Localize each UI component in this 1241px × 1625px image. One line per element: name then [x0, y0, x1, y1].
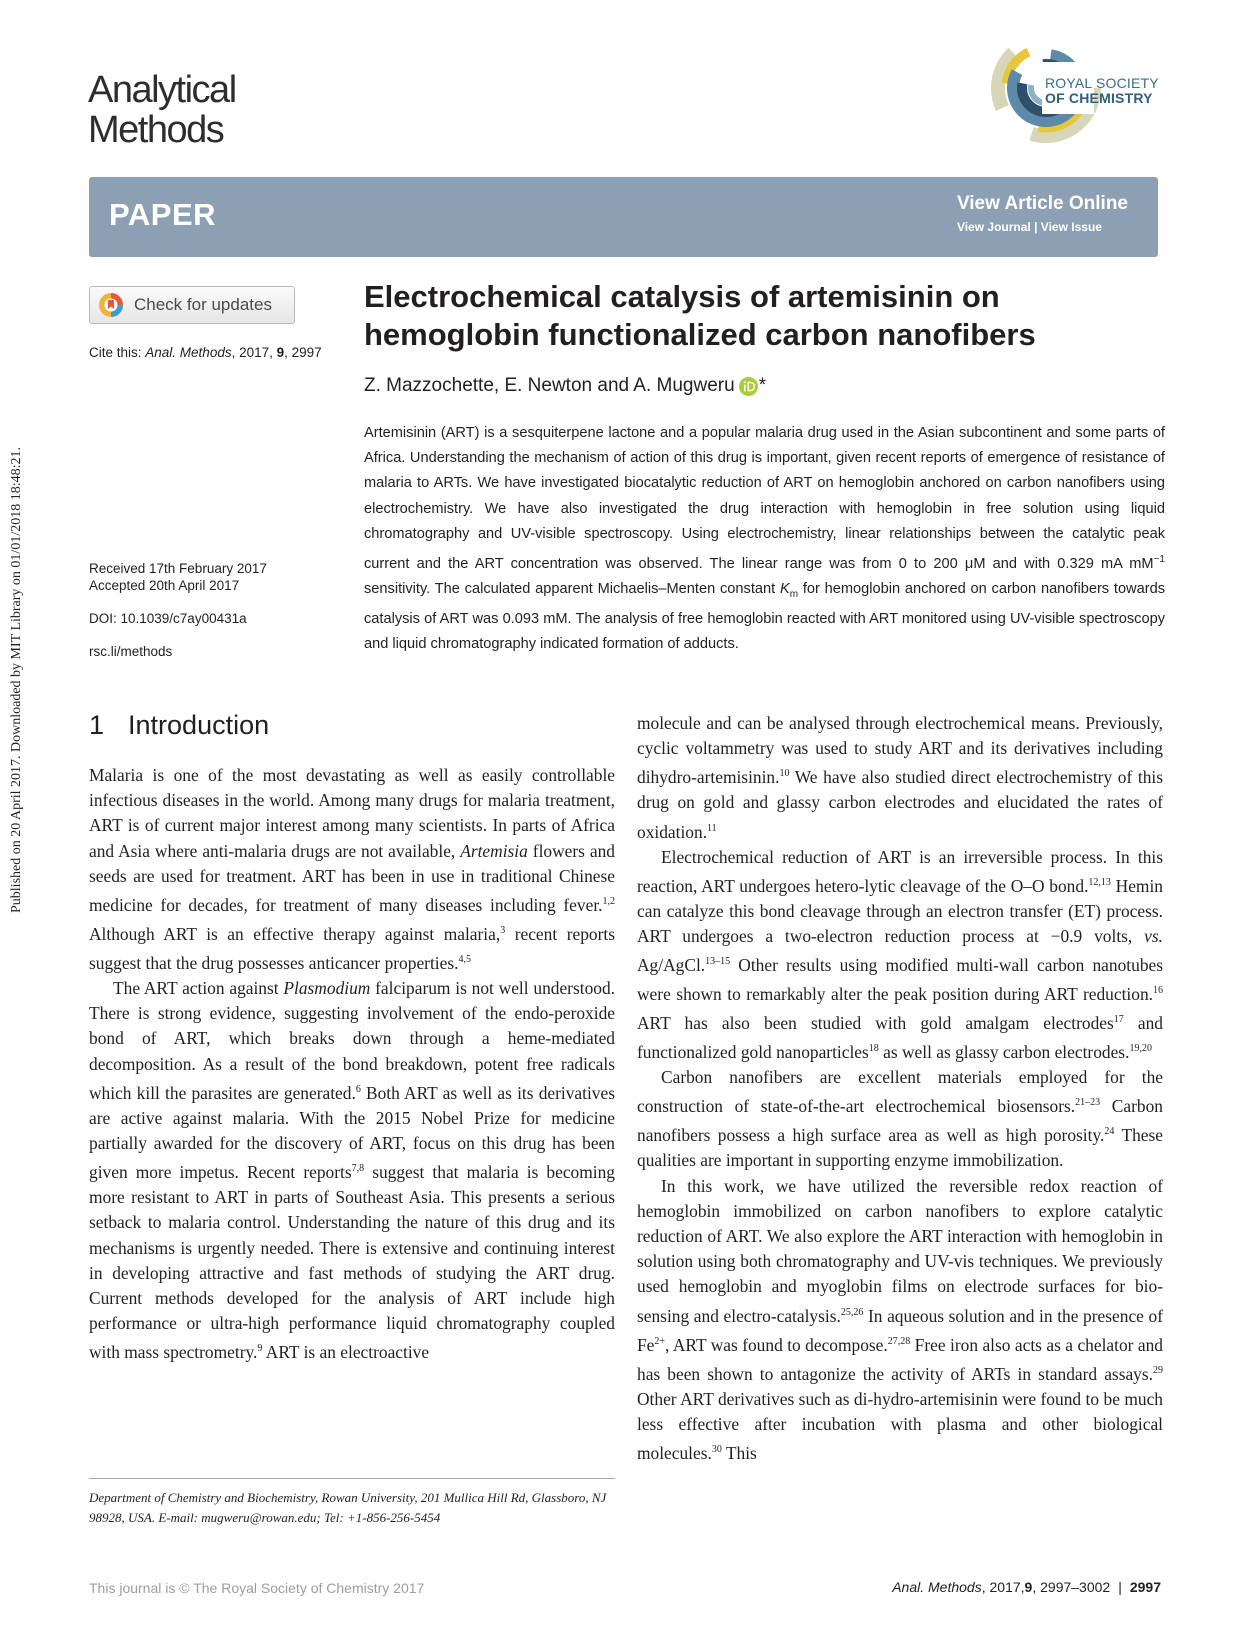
section-number: 1 [89, 710, 105, 740]
author-affiliation: Department of Chemistry and Biochemistry, Rowan University, 201 Mullica Hill Rd, Glassboro, NJ 98928, USA. E-mail: mugweru@rowan.edu; Tel: +1-856-256-5454 [89, 1490, 607, 1525]
intro-paragraph: molecule and can be analysed through electrochemical means. Previously, cyclic voltammetry was used to study ART and its derivatives including dihydro-artemisinin.$^{10}$ We have also studied direct electrochemistry of this drug on gold and glassy carbon electrodes and elucidated the rates of oxidation.$^{11}$ [637, 713, 1163, 842]
article-type-label: PAPER [109, 197, 217, 232]
intro-column-right [637, 711, 1163, 1466]
footer-citation: Anal. Methods , 2017, 9 , 2997–3002 | 2997 [892, 1579, 1161, 1595]
abstract: Artemisinin (ART) is a sesquiterpene lactone and a popular malaria drug used in the Asian subcontinent and some parts of Africa. Understanding the mechanism of action of this drug is important, given recent reports of emergence of resistance of malaria to ARTs. We have investigated biocatalytic reduction of ART on hemoglobin anchored on carbon nanofibers using electrochemistry. We have also investigated the drug interaction with hemoglobin in free solution using liquid chromatography and UV-visible spectroscopy. Using electrochemistry, linear relationships between the catalytic peak current and the ART concentration was observed. The linear range was from 0 to 200 μM and with 0.329 mA $mM^{-1}$ sensitivity. The calculated apparent Michaelis–Menten constant $K_m$ for hemoglobin anchored on carbon nanofibers towards catalysis of ART was 0.093 mM. The analysis of free hemoglobin reacted with ART monitored using UV-visible spectroscopy and liquid chromatography indicated formation of adducts. [364, 425, 1165, 653]
intro-paragraph: Carbon nanofibers are excellent materials employed for the construction of state-of-the-art electrochemical biosensors.$^{21-23}$ Carbon nanofibers possess a high surface area as well as high porosity.$^{24}$ These qualities are important in supporting enzyme immobilization. [637, 1067, 1163, 1171]
intro-paragraph: Malaria is one of the most devastating as well as easily controllable infectious diseases in the world. Among many drugs for malaria treatment, ART is of current major interest among many scientists. In parts of Africa and Asia where anti-malaria drugs are not available, Artemisia flowers and seeds are used for treatment. ART has been in use in traditional Chinese medicine for decades, for treatment of many diseases including fever.$^{1,2}$ Although ART is an effective therapy against malaria,$^3$ recent reports suggest that the drug possesses anticancer properties.$^{4,5}$ [89, 765, 615, 973]
journal-title-line2: Methods [88, 109, 224, 151]
corresponding-author-mark: * [758, 375, 767, 396]
view-article-online-link[interactable]: View Article Online [956, 193, 1128, 214]
intro-column-left [89, 763, 615, 1365]
journal-short-link[interactable]: rsc.li/methods [89, 644, 173, 659]
intro-paragraph: Electrochemical reduction of ART is an irreversible process. In this reaction, ART undergoes hetero-lytic cleavage of the O–O bond.$^{12,13}$ Hemin can catalyze this bond cleavage through an electron transfer (ET) process. ART undergoes a two-electron reduction process at −0.9 volts, vs. Ag/AgCl.$^{13-15}$ Other results using modified multi-wall carbon nanotubes were shown to remarkably alter the peak position during ART reduction.$^{16}$ ART has also been studied with gold amalgam electrodes$^{17}$ and functionalized gold nanoparticles$^{18}$ as well as glassy carbon electrodes.$^{19,20}$ [637, 846, 1163, 1063]
check-updates-label: Check for updates [134, 295, 272, 314]
link-divider: | [1034, 220, 1038, 234]
journal-title-line1: Analytical [88, 69, 236, 111]
doi[interactable]: DOI: 10.1039/c7ay00431a [89, 611, 247, 626]
received-date: Received 17th February 2017 [89, 561, 267, 576]
check-for-updates-button[interactable] [89, 286, 295, 324]
accepted-date: Accepted 20th April 2017 [89, 578, 240, 593]
intro-paragraph: The ART action against Plasmodium falciparum is not well understood. There is strong evidence, suggesting involvement of the endo-peroxide bond of ART, which breaks down through a heme-mediated decomposition. As a result of the bond breakdown, potent free radicals which kill the parasites are generated.$^6$ Both ART as well as its derivatives are active against malaria. With the 2015 Nobel Prize for medicine partially awarded for the discovery of ART, focus on this drug has been given more impetus. Recent reports$^{7,8}$ suggest that malaria is becoming more resistant to ART in parts of Southeast Asia. This presents a serious setback to malaria control. Understanding the nature of this drug and its mechanisms is urgently needed. There is extensive and continuing interest in developing attractive and fast methods of studying the ART drug. Current methods developed for the analysis of ART include high performance or ultra-high performance liquid chromatography coupled with mass spectrometry.$^9$ ART is an electroactive [89, 978, 616, 1363]
page-number: 2997 [1129, 1579, 1161, 1595]
view-issue-link[interactable]: View Issue [1040, 220, 1102, 234]
paper-banner [89, 177, 1158, 257]
check-updates-icon [98, 292, 124, 318]
authors-text: Z. Mazzochette, E. Newton and A. Mugweru [364, 375, 735, 396]
footer-copyright: This journal is © The Royal Society of Chemistry 2017 [89, 1580, 425, 1596]
view-journal-link[interactable]: View Journal [956, 220, 1031, 234]
section-title: Introduction [128, 710, 270, 740]
journal-title [88, 70, 236, 150]
citation: Cite this: Anal. Methods, 2017, 9, 2997 [89, 345, 322, 360]
footnote-divider [89, 1478, 615, 1479]
section-heading-introduction [89, 710, 269, 741]
article-title: Electrochemical catalysis of artemisinin on hemoglobin functionalized carbon nanofibers [364, 279, 1036, 352]
publication-side-note: Published on 20 April 2017. Downloaded by MIT Library on 01/01/2018 18:48:21. [9, 447, 24, 913]
intro-paragraph: In this work, we have utilized the reversible redox reaction of hemoglobin immobilized on carbon nanofibers to explore catalytic reduction of ART. We also explore the ART interaction with hemoglobin in solution using both chromatography and UV-vis techniques. We previously used hemoglobin and myoglobin films on electrode surfaces for bio-sensing and electro-catalysis.$^{25,26}$ In aqueous solution and in the presence of $Fe^{2+}$, ART was found to decompose.$^{27,28}$ Free iron also acts as a chelator and has been shown to antagonize the activity of ARTs in standard assays.$^{29}$ Other ART derivatives such as di-hydro-artemisinin were found to be much less effective after incubation with plasma and other biological molecules.$^{30}$ This [637, 1175, 1163, 1463]
rsc-wordmark: ROYAL SOCIETY OF CHEMISTRY [1045, 75, 1159, 106]
orcid-icon[interactable] [739, 377, 758, 396]
view-links [957, 193, 1128, 234]
author-list [364, 375, 766, 397]
